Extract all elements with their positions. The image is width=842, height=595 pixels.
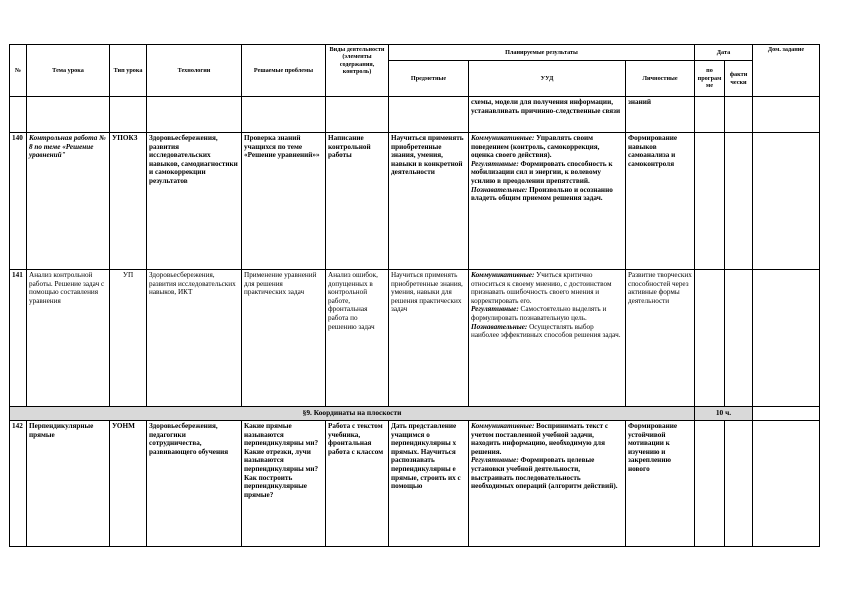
header-planned: Планируемые результаты [389,45,695,61]
continuation-row [10,97,820,133]
header-num: № [10,45,27,97]
header-homework: Дом. задание [753,45,820,97]
cont-uud: схемы, модели для получения информации, устанавливать причинно-следственные связи [469,97,626,133]
header-date-plan: по програм ме [695,61,725,97]
row-uud [469,133,626,270]
uud-item: Регулятивные: Самостоятельно выделять и формулировать познавательную цель. [471,305,607,322]
lesson-plan-document [9,44,819,548]
header-tech: Технологии [147,45,242,97]
header-activity: Виды деятельности (элементы содержания, контроль) [326,45,389,97]
uud-item: Коммуникативные: Воспринимать текст с учетом поставленной учебной задачи, находить информацию, необходимую для решения. [471,422,609,456]
row-topic: Контрольная работа № 8 по теме «Решение уравнений" [27,133,110,270]
row-tech: Здоровьесбережения, развития исследовательских навыков, ИКТ [147,270,242,407]
table-row [10,133,820,270]
row-personal: Формирование навыков самоанализа и самоконтроля [626,133,695,270]
row-num: 141 [10,270,27,407]
header-subject: Предметные [389,61,469,97]
table-row [10,270,820,407]
row-subject: Дать представление учащимся о перпендикулярны х прямых. Научиться распознавать перпендикулярны е прямые, строить их с помощью [389,421,469,547]
section-title: §9. Координаты на плоскости [10,407,695,421]
row-num: 142 [10,421,27,547]
section-hours: 10 ч. [695,407,753,421]
uud-item: Познавательные: Осуществлять выбор наиболее эффективных способов решения задач. [471,322,621,340]
uud-item: Познавательные: Произвольно и осознанно владеть общим приемом решения задач. [471,185,613,203]
row-personal: Развитие творческих способностей через активные формы деятельности [626,270,695,407]
header-date: Дата [695,45,753,61]
cont-personal: знаний [626,97,695,133]
uud-item: Регулятивные: Формировать целевые установки учебной деятельности, выстраивать последовательность необходимых операций (алгоритм действий). [471,456,618,491]
table-row [10,421,820,547]
row-activity: Анализ ошибок, допущенных в контрольной работе, фронтальная работа по решению задач [326,270,389,407]
row-problems: Какие прямые называются перпендикулярны ми? Какие отрезки, лучи называются перпендикулярны ми? Как построить перпендикулярные прямые? [242,421,326,547]
header-uud: УУД [469,61,626,97]
row-subject: Научиться применять приобретенные знания, умения, навыки для решения практических задач [389,270,469,407]
row-personal: Формирование устойчивой мотивации к изучению и закреплению нового [626,421,695,547]
row-topic: Анализ контрольной работы. Решение задач с помощью составления уравнения [27,270,110,407]
header-type: Тип урока [110,45,147,97]
row-type: УПОКЗ [110,133,147,270]
uud-item: Регулятивные: Формировать способность к мобилизации сил и энергии, к волевому усилию в преодолении препятствий. [471,159,613,185]
uud-item: Коммуникативные: Учиться критично относиться к своему мнению, с достоинством признавать ошибочность своего мнения и корректировать его. [471,271,612,305]
row-problems: Применение уравнений для решения практических задач [242,270,326,407]
row-num: 140 [10,133,27,270]
header-problems: Решаемые проблемы [242,45,326,97]
section-row [10,407,820,421]
lesson-plan-table [9,44,820,547]
row-tech: Здоровьесбережения, развития исследовательских навыков, самодиагностики и самокоррекции результатов [147,133,242,270]
row-activity: Написание контрольной работы [326,133,389,270]
row-problems: Проверка знаний учащихся по теме «Решение уравнений»» [242,133,326,270]
header-topic: Тема урока [27,45,110,97]
row-uud [469,270,626,407]
row-type: УОНМ [110,421,147,547]
row-activity: Работа с текстом учебника, фронтальная работа с классом [326,421,389,547]
header-row-top [10,45,820,61]
row-subject: Научиться применять приобретенные знания, умения, навыки в конкретной деятельности [389,133,469,270]
header-personal: Личностные [626,61,695,97]
row-topic: Перпендикулярные прямые [27,421,110,547]
row-uud [469,421,626,547]
header-date-fact: факти чески [725,61,753,97]
row-type: УП [110,270,147,407]
row-tech: Здоровьесбережения, педагогики сотрудничества, развивающего обучения [147,421,242,547]
uud-item: Коммуникативные: Управлять своим поведением (контроль, самокоррекция, оценка своего действия). [471,134,600,160]
